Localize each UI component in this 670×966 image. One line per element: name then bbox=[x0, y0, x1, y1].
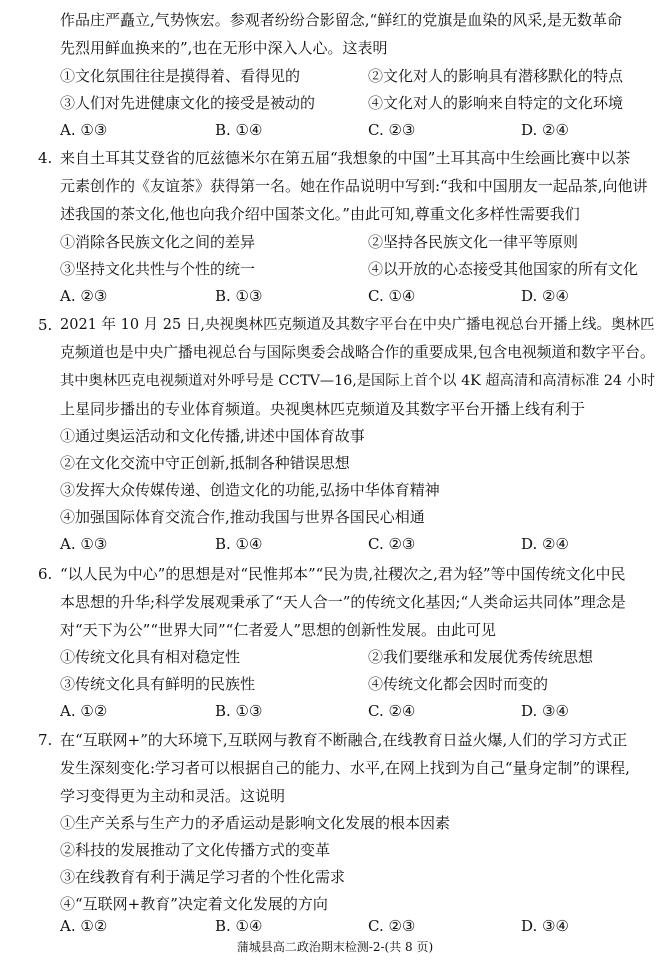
option-2: ②坚持各民族文化一律平等原则 bbox=[368, 233, 579, 251]
option-2: ②在文化交流中守正创新,抵制各种错误思想 bbox=[60, 454, 350, 472]
answer-a: A. ②③ bbox=[60, 287, 108, 305]
question-stem-line: 述我国的茶文化,他也向我介绍中国茶文化。”由此可知,尊重文化多样性需要我们 bbox=[60, 205, 580, 223]
question-stem-line: 先烈用鲜血换来的”,也在无形中深入人心。这表明 bbox=[60, 39, 388, 57]
answer-a: A. ①② bbox=[60, 917, 108, 935]
answer-d: D. ③④ bbox=[521, 702, 569, 720]
question-stem-line: “以人民为中心”的思想是对“民惟邦本”“民为贵,社稷次之,君为轻”等中国传统文化中民 bbox=[60, 565, 626, 583]
option-2: ②文化对人的影响具有潜移默化的特点 bbox=[368, 67, 624, 85]
option-3: ③在线教育有利于满足学习者的个性化需求 bbox=[60, 868, 346, 886]
answer-c: C. ②③ bbox=[368, 917, 416, 935]
question-number: 7. bbox=[38, 731, 53, 749]
question-stem-line: 克频道也是中央广播电视总台与国际奥委会战略合作的重要成果,包含电视频道和数字平台。 bbox=[60, 344, 655, 361]
option-3: ③人们对先进健康文化的接受是被动的 bbox=[60, 94, 316, 112]
answer-c: C. ②④ bbox=[368, 702, 416, 720]
answer-a: A. ①③ bbox=[60, 535, 108, 553]
answer-b: B. ①④ bbox=[215, 535, 263, 553]
question-stem-line: 作品庄严矗立,气势恢宏。参观者纷纷合影留念,“鲜红的党旗是血染的风采,是无数革命 bbox=[60, 11, 622, 29]
option-1: ①传统文化具有相对稳定性 bbox=[60, 648, 241, 666]
answer-d: D. ②④ bbox=[521, 535, 569, 553]
option-3: ③发挥大众传媒传递、创造文化的功能,弘扬中华体育精神 bbox=[60, 481, 440, 499]
question-number: 4. bbox=[38, 149, 53, 167]
question-stem-line: 元素创作的《友谊茶》获得第一名。她在作品说明中写到:“我和中国朋友一起品茶,向他讲 bbox=[60, 177, 648, 195]
question-stem-line: 上星同步播出的专业体育频道。央视奥林匹克频道及其数字平台开播上线有利于 bbox=[60, 400, 586, 418]
page-footer: 蒲城县高二政治期末检测-2-(共 8 页) bbox=[236, 940, 434, 954]
question-number: 5. bbox=[38, 316, 53, 334]
option-1: ①文化氛围往往是摸得着、看得见的 bbox=[60, 67, 301, 85]
option-4: ④以开放的心态接受其他国家的所有文化 bbox=[368, 260, 639, 278]
option-4: ④加强国际体育交流合作,推动我国与世界各国民心相通 bbox=[60, 508, 425, 526]
question-number: 6. bbox=[38, 565, 53, 583]
answer-b: B. ①③ bbox=[215, 702, 263, 720]
answer-d: D. ②④ bbox=[521, 287, 569, 305]
question-stem-line: 来自土耳其艾登省的厄兹德米尔在第五届“我想象的中国”土耳其高中生绘画比赛中以茶 bbox=[60, 149, 631, 167]
answer-a: A. ①③ bbox=[60, 121, 108, 139]
option-1: ①消除各民族文化之间的差异 bbox=[60, 233, 256, 251]
option-2: ②我们要继承和发展优秀传统思想 bbox=[368, 648, 594, 666]
option-4: ④“互联网+教育”决定着文化发展的方向 bbox=[60, 895, 328, 913]
answer-b: B. ①④ bbox=[215, 121, 263, 139]
option-4: ④文化对人的影响来自特定的文化环境 bbox=[368, 94, 624, 112]
question-stem-line: 在“互联网+”的大环境下,互联网与教育不断融合,在线教育日益火爆,人们的学习方式正 bbox=[60, 731, 628, 749]
question-stem-line: 对“天下为公”“世界大同”“仁者爱人”思想的创新性发展。由此可见 bbox=[60, 621, 497, 639]
question-stem-line: 2021 年 10 月 25 日,央视奥林匹克频道及其数字平台在中央广播电视总台开播上线。奥林匹 bbox=[60, 317, 655, 333]
answer-c: C. ②③ bbox=[368, 535, 416, 553]
question-stem-line: 其中奥林匹克电视频道对外呼号是 CCTV—16,是国际上首个以 4K 超高清和高清标准 24 小时 bbox=[60, 373, 656, 389]
answer-a: A. ①② bbox=[60, 702, 108, 720]
answer-d: D. ③④ bbox=[521, 917, 569, 935]
answer-b: B. ①③ bbox=[215, 287, 263, 305]
answer-c: C. ②③ bbox=[368, 121, 416, 139]
question-stem-line: 本思想的升华;科学发展观秉承了“天人合一”的传统文化基因;“人类命运共同体”理念是 bbox=[60, 593, 626, 611]
option-1: ①通过奥运活动和文化传播,讲述中国体育故事 bbox=[60, 427, 365, 445]
question-stem-line: 发生深刻变化:学习者可以根据自己的能力、水平,在网上找到为自己“量身定制”的课程, bbox=[60, 759, 630, 777]
answer-d: D. ②④ bbox=[521, 121, 569, 139]
answer-b: B. ①④ bbox=[215, 917, 263, 935]
question-stem-line: 学习变得更为主动和灵活。这说明 bbox=[60, 787, 286, 805]
option-1: ①生产关系与生产力的矛盾运动是影响文化发展的根本因素 bbox=[60, 814, 451, 832]
option-2: ②科技的发展推动了文化传播方式的变革 bbox=[60, 841, 331, 859]
answer-c: C. ①④ bbox=[368, 287, 416, 305]
option-3: ③坚持文化共性与个性的统一 bbox=[60, 260, 256, 278]
option-3: ③传统文化具有鲜明的民族性 bbox=[60, 675, 256, 693]
option-4: ④传统文化都会因时而变的 bbox=[368, 675, 549, 693]
